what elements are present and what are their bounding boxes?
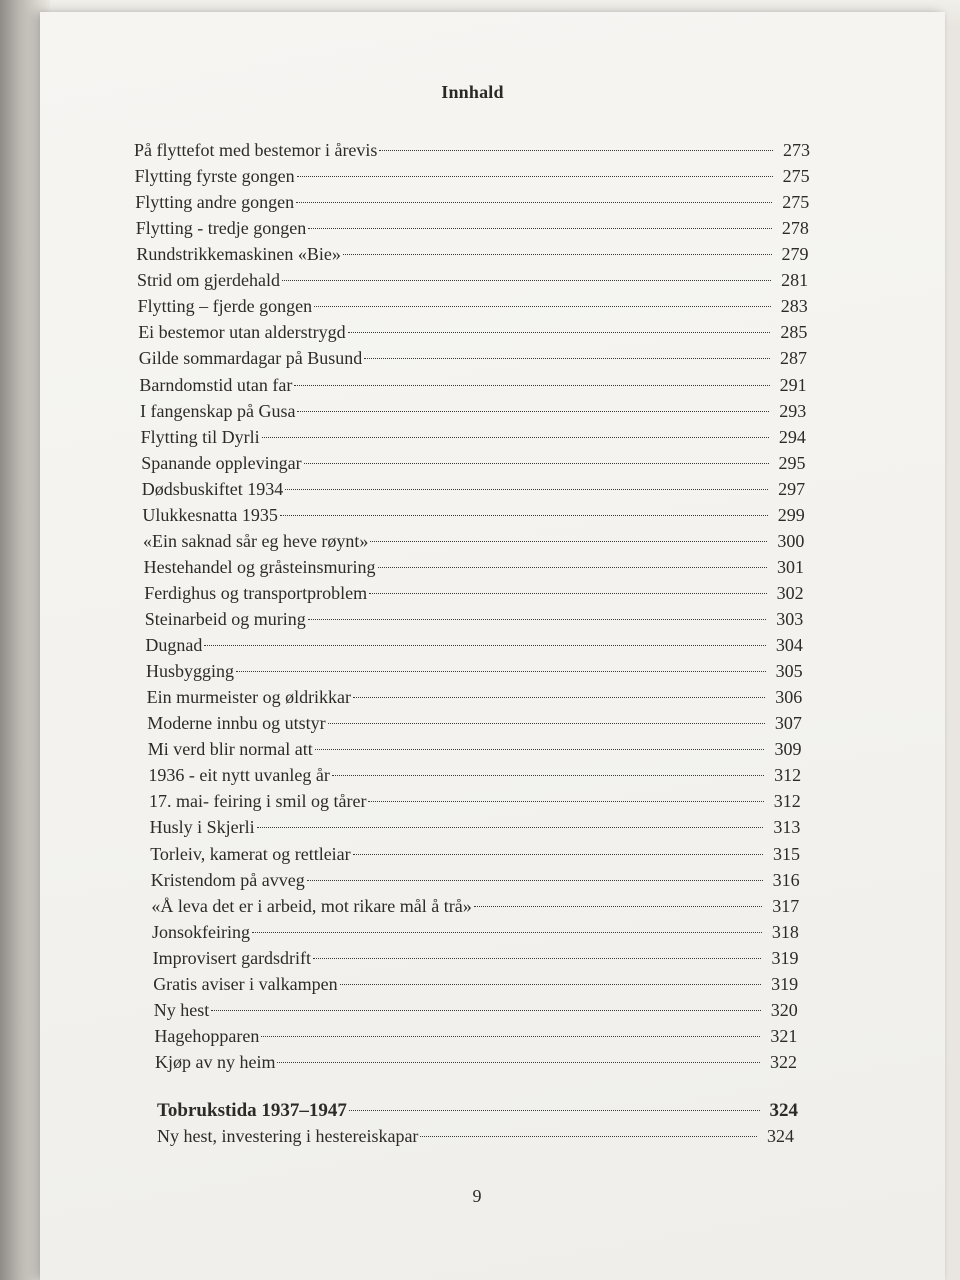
toc-entry-title: 17. mai- feiring i smil og tårer [149,791,367,812]
toc-entry-title: Mi verd blir normal att [147,739,313,760]
toc-entry [145,607,804,631]
dot-leader [332,775,764,776]
toc-entry-page: 313 [773,817,801,838]
toc-entry-title: Ny hest [153,999,210,1020]
toc-entry-title: Ny hest, investering i hestereiskapar [157,1126,419,1146]
toc-entry-title: Barndomstid utan far [139,374,293,395]
dot-leader [370,541,767,542]
toc-entry-page: 299 [777,504,805,525]
toc-entry [148,737,802,761]
toc-entry-page: 283 [780,296,808,317]
dot-leader [308,228,772,229]
toc-entry-title: Improvisert gardsdrift [152,947,312,968]
toc-entry-title: Ferdighus og transportproblem [144,582,368,603]
dot-leader [313,958,761,959]
toc-entry [151,868,800,892]
dot-leader [285,489,768,490]
dot-leader [307,880,763,881]
toc-entry-title: Flytting andre gongen [135,192,295,213]
toc-entry-page: 302 [776,582,804,603]
toc-entry [147,711,802,735]
dot-leader [348,332,771,333]
toc-entry [141,451,805,475]
dot-leader [296,202,772,203]
dot-leader [294,385,769,386]
toc-entry-page: 304 [775,635,803,656]
toc-entry [139,373,806,397]
toc-entry-page: 293 [779,400,807,421]
toc-entry-page: 317 [772,895,800,916]
toc-entry-title: Hagehopparen [154,1025,260,1046]
dot-leader [353,697,765,698]
toc-entry-title: Flytting til Dyrli [140,426,260,447]
toc-entry [140,399,806,423]
toc-entry-page: 275 [782,192,810,213]
toc-entry-page: 279 [781,244,809,265]
toc-entry-title: Kjøp av ny heim [155,1052,276,1072]
toc-entry-title: Dugnad [145,635,203,656]
toc-entry-page: 319 [771,973,799,994]
toc-entry [152,920,799,944]
toc-entry-page: 318 [771,921,799,942]
toc-entry-page: 301 [777,556,805,577]
toc-entry [150,842,800,866]
dot-leader [340,984,761,985]
dot-leader [277,1062,760,1063]
toc-entry-title: Steinarbeid og muring [144,609,306,630]
toc-entry [138,294,808,318]
toc-entry-title: Tobrukstida 1937–1947 [157,1100,347,1121]
dot-leader [282,280,771,281]
toc-entry-title: På flyttefot med bestemor i årevis [134,140,378,160]
toc-entry-title: Gratis aviser i valkampen [153,973,338,994]
toc-entry [145,633,803,657]
dot-leader [204,645,766,646]
toc-entry [147,685,803,709]
toc-entry-page: 312 [774,765,802,786]
toc-entry [144,555,804,579]
dot-leader [474,906,762,907]
dot-leader [280,515,768,516]
dot-leader [379,150,773,151]
toc-entry-title: Husly i Skjerli [149,817,255,838]
toc-entry-page: 305 [775,661,803,682]
toc-entry-page: 285 [780,322,808,343]
toc-entry-title: Spanande opplevingar [141,452,302,473]
toc-entry-title: Gilde sommardagar på Busund [138,348,363,369]
dot-leader [304,463,769,464]
toc-entry [138,320,807,344]
toc-entry [142,477,805,501]
dot-leader [261,1036,760,1037]
dot-leader [369,593,767,594]
toc-entry-page: 306 [775,687,803,708]
toc-entry [144,581,803,605]
toc-entry-page: 275 [782,166,810,187]
toc-entry-title: Torleiv, kamerat og rettleiar [150,843,351,864]
dot-leader [252,932,762,933]
toc-entry-page: 320 [770,999,798,1020]
toc-entry [148,763,801,787]
toc-entry [146,659,803,683]
toc-entry-page: 324 [769,1100,798,1121]
dot-leader [236,671,766,672]
toc-entry-title: Ein murmeister og øldrikkar [146,687,352,708]
toc-entry-page: 278 [781,218,809,239]
toc-entry-title: Flytting fyrste gongen [134,166,295,187]
toc-entry-page: 321 [770,1025,798,1046]
toc-entry [154,998,798,1022]
toc-entry [136,216,809,240]
toc-entry-title: Ei bestemor utan alderstrygd [138,322,346,343]
toc-entry-page: 316 [772,869,800,890]
toc-entry [135,190,809,214]
page-title: Innhald [441,82,504,102]
toc-entry-title: I fangenskap på Gusa [140,400,296,421]
toc-entry-title: Strid om gjerdehald [137,270,280,291]
toc-entry [141,425,806,449]
toc-entry [154,1024,797,1048]
toc-entry [157,1124,794,1148]
toc-entry-page: 312 [773,791,801,812]
toc-entry-title: Rundstrikkemaskinen «Bie» [136,244,341,265]
toc-entry-title: Kristendom på avveg [150,869,305,890]
dot-leader [308,619,767,620]
toc-entry-title: Flytting – fjerde gongen [137,296,313,317]
dot-leader [257,827,764,828]
toc-entry-title: Moderne innbu og utstyr [147,713,326,734]
toc-entry-page: 300 [777,530,805,551]
toc-entry-title: Flytting - tredje gongen [135,218,307,239]
toc-entry-page: 295 [778,452,806,473]
dot-leader [420,1136,757,1137]
toc-entry [139,346,807,370]
toc-entry-title: Hestehandel og gråsteinsmuring [143,556,376,577]
toc-entry-page: 315 [772,843,800,864]
page-number: 9 [472,1186,482,1206]
toc-entry-title: «Å leva det er i arbeid, mot rikare mål å trå» [151,895,472,916]
toc-entry [143,529,804,553]
dot-leader [297,411,769,412]
dot-leader [364,358,770,359]
toc-entry-title: Dødsbuskiftet 1934 [141,478,284,499]
dot-leader [328,723,765,724]
toc-entry [150,815,801,839]
toc-entry [153,946,799,970]
dot-leader [343,254,772,255]
toc-entry [153,972,798,996]
toc-entry [137,268,808,292]
toc-entry-title: 1936 - eit nytt uvanleg år [148,765,330,786]
toc-entry-page: 291 [779,374,807,395]
toc-entry [136,242,808,266]
toc-entry-title: Ulukkesnatta 1935 [142,504,278,525]
toc-entry-page: 294 [778,426,806,447]
toc-entry-title: «Ein saknad sår eg heve røynt» [143,530,369,551]
toc-entry-page: 297 [778,478,806,499]
toc-entry-page: 322 [770,1052,797,1072]
dot-leader [314,306,771,307]
toc-entry-title: Husbygging [146,661,235,682]
dot-leader [368,801,763,802]
toc-entry [155,1050,797,1074]
toc-entry-page: 319 [771,947,799,968]
toc-entry-page: 307 [774,713,802,734]
toc-entry [134,138,810,162]
dot-leader [262,437,769,438]
toc-entry-title: Jonsokfeiring [152,921,250,942]
dot-leader [353,854,763,855]
toc-entry-page: 287 [780,348,808,369]
toc-entry-page: 324 [767,1126,794,1146]
toc-entry [135,164,810,188]
toc-entry-page: 303 [776,609,804,630]
dot-leader [378,567,768,568]
dot-leader [297,176,773,177]
toc-entry [149,789,801,813]
dot-leader [349,1110,760,1111]
toc-entry-page: 281 [781,270,809,291]
toc-entry-page: 309 [774,739,802,760]
dot-leader [315,749,765,750]
dot-leader [211,1010,760,1011]
toc-entry [142,503,804,527]
toc-entry-page: 273 [783,140,810,160]
toc-entry [151,894,799,918]
toc-section-heading [157,1099,798,1123]
